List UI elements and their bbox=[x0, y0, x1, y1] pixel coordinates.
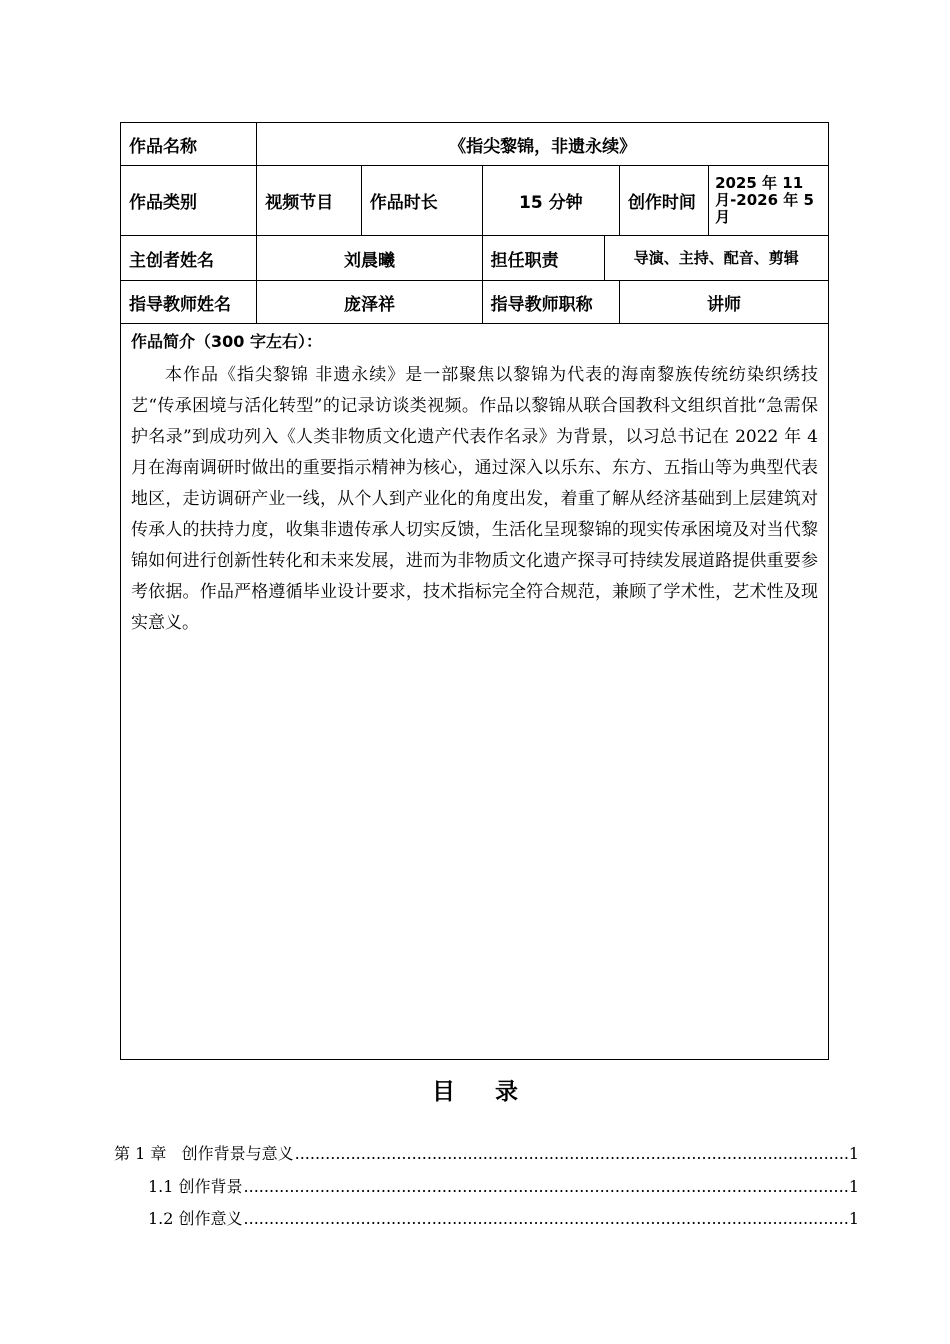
work-intro-cell bbox=[121, 324, 829, 1060]
toc-leader-dots bbox=[295, 1144, 848, 1163]
advisor-title-value: 讲师 bbox=[619, 281, 828, 324]
toc-entry[interactable] bbox=[114, 1141, 859, 1164]
creator-name-value: 刘晨曦 bbox=[257, 236, 482, 281]
work-name-label: 作品名称 bbox=[121, 123, 257, 166]
toc-entry-label: 1.1 创作背景 bbox=[148, 1177, 243, 1196]
work-category-label: 作品类别 bbox=[121, 166, 257, 236]
work-intro-label: 作品简介（300 字左右）： bbox=[131, 332, 322, 351]
toc-entry-label: 第 1 章 创作背景与意义 bbox=[114, 1144, 294, 1163]
advisor-title-label: 指导教师职称 bbox=[482, 281, 619, 324]
work-intro-text: 本作品《指尖黎锦 非遗永续》是一部聚焦以黎锦为代表的海南黎族传统纺染织绣技艺“传承困境与活化转型”的记录访谈类视频。作品以黎锦从联合国教科文组织首批“急需保护名录”到成功列入《人类非物质文化遗产代表作名录》为背景，以习总书记在 2022 年 4 月在海南调研时做出的重要指示精神为核心，通过深入以乐东、东方、五指山等为典型代表地区，走访调研产业一线，从个人到产业化的角度出发，着重了解从经济基础到上层建筑对传承人的扶持力度，收集非遗传承人切实反馈，生活化呈现黎锦的现实传承困境及对当代黎锦如何进行创新性转化和未来发展，进而为非物质文化遗产探寻可持续发展道路提供重要参考依据。作品严格遵循毕业设计要求，技术指标完全符合规范，兼顾了学术性，艺术性及现实意义。 bbox=[131, 365, 818, 633]
creation-time-label: 创作时间 bbox=[619, 166, 708, 236]
advisor-name-label: 指导教师姓名 bbox=[121, 281, 257, 324]
advisor-name-value: 庞泽祥 bbox=[257, 281, 482, 324]
work-name-value: 《指尖黎锦，非遗永续》 bbox=[257, 123, 829, 166]
toc-leader-dots bbox=[244, 1209, 848, 1228]
work-duration-label: 作品时长 bbox=[361, 166, 482, 236]
toc-entry-page: 1 bbox=[848, 1209, 859, 1228]
toc-leader-dots bbox=[244, 1177, 848, 1196]
toc-entry-page: 1 bbox=[848, 1177, 859, 1196]
toc-entry-label: 1.2 创作意义 bbox=[148, 1209, 243, 1228]
creator-name-label: 主创者姓名 bbox=[121, 236, 257, 281]
toc-title: 目录 bbox=[432, 1079, 558, 1105]
role-label: 担任职责 bbox=[482, 236, 604, 281]
toc-entry[interactable] bbox=[148, 1206, 859, 1229]
toc-entry[interactable] bbox=[148, 1174, 859, 1197]
creation-time-value: 2025 年 11 月-2026 年 5 月 bbox=[709, 166, 829, 236]
role-value: 导演、主持、配音、剪辑 bbox=[604, 236, 828, 281]
work-info-table bbox=[120, 122, 829, 1060]
work-category-value: 视频节目 bbox=[257, 166, 362, 236]
work-duration-value: 15 分钟 bbox=[482, 166, 619, 236]
toc-entry-page: 1 bbox=[848, 1144, 859, 1163]
